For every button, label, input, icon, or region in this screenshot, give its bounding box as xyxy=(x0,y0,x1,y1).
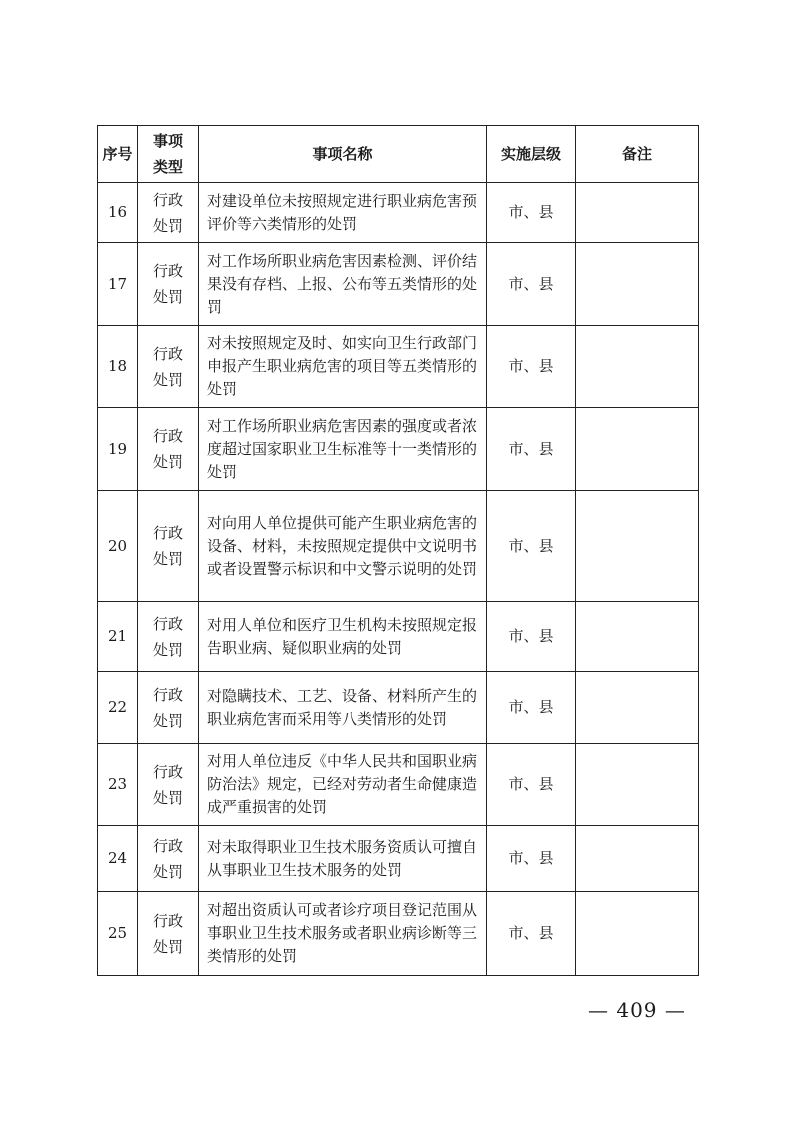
row-note xyxy=(576,491,699,602)
row-type: 行政处罚 xyxy=(138,183,199,243)
table-row xyxy=(98,408,699,491)
row-name: 对未取得职业卫生技术服务资质认可擅自从事职业卫生技术服务的处罚 xyxy=(199,826,487,892)
row-level: 市、县 xyxy=(487,183,576,243)
table-row xyxy=(98,183,699,243)
row-type: 行政处罚 xyxy=(138,892,199,976)
table-row xyxy=(98,892,699,976)
row-type: 行政处罚 xyxy=(138,243,199,326)
row-seq: 22 xyxy=(98,672,138,744)
row-seq: 25 xyxy=(98,892,138,976)
row-name: 对隐瞒技术、工艺、设备、材料所产生的职业病危害而采用等八类情形的处罚 xyxy=(199,672,487,744)
row-level: 市、县 xyxy=(487,243,576,326)
row-type: 行政处罚 xyxy=(138,408,199,491)
row-name: 对超出资质认可或者诊疗项目登记范围从事职业卫生技术服务或者职业病诊断等三类情形的处罚 xyxy=(199,892,487,976)
row-name: 对工作场所职业病危害因素的强度或者浓度超过国家职业卫生标准等十一类情形的处罚 xyxy=(199,408,487,491)
row-note xyxy=(576,408,699,491)
row-type: 行政处罚 xyxy=(138,491,199,602)
row-note xyxy=(576,602,699,672)
table-header-row xyxy=(98,126,699,183)
table-row xyxy=(98,744,699,826)
page-number: — 409 — xyxy=(588,998,686,1022)
row-note xyxy=(576,744,699,826)
header-name: 事项名称 xyxy=(199,126,487,183)
row-type: 行政处罚 xyxy=(138,826,199,892)
row-level: 市、县 xyxy=(487,408,576,491)
row-level: 市、县 xyxy=(487,744,576,826)
items-table xyxy=(97,125,699,976)
row-seq: 21 xyxy=(98,602,138,672)
row-type: 行政处罚 xyxy=(138,672,199,744)
header-type: 事项类型 xyxy=(138,126,199,183)
row-note xyxy=(576,892,699,976)
row-seq: 19 xyxy=(98,408,138,491)
row-seq: 24 xyxy=(98,826,138,892)
table-row xyxy=(98,602,699,672)
header-note: 备注 xyxy=(576,126,699,183)
row-seq: 23 xyxy=(98,744,138,826)
header-level: 实施层级 xyxy=(487,126,576,183)
row-type: 行政处罚 xyxy=(138,602,199,672)
row-level: 市、县 xyxy=(487,672,576,744)
row-name: 对向用人单位提供可能产生职业病危害的设备、材料，未按照规定提供中文说明书或者设置警示标识和中文警示说明的处罚 xyxy=(199,491,487,602)
row-seq: 20 xyxy=(98,491,138,602)
row-name: 对用人单位和医疗卫生机构未按照规定报告职业病、疑似职业病的处罚 xyxy=(199,602,487,672)
table-row xyxy=(98,491,699,602)
row-note xyxy=(576,326,699,408)
row-note xyxy=(576,183,699,243)
row-level: 市、县 xyxy=(487,491,576,602)
row-level: 市、县 xyxy=(487,892,576,976)
row-note xyxy=(576,672,699,744)
header-seq: 序号 xyxy=(98,126,138,183)
row-seq: 17 xyxy=(98,243,138,326)
table-row xyxy=(98,672,699,744)
row-type: 行政处罚 xyxy=(138,744,199,826)
row-name: 对工作场所职业病危害因素检测、评价结果没有存档、上报、公布等五类情形的处罚 xyxy=(199,243,487,326)
row-note xyxy=(576,826,699,892)
row-name: 对建设单位未按照规定进行职业病危害预评价等六类情形的处罚 xyxy=(199,183,487,243)
table-row xyxy=(98,826,699,892)
row-seq: 16 xyxy=(98,183,138,243)
row-note xyxy=(576,243,699,326)
row-level: 市、县 xyxy=(487,826,576,892)
table-row xyxy=(98,326,699,408)
row-type: 行政处罚 xyxy=(138,326,199,408)
table-row xyxy=(98,243,699,326)
row-level: 市、县 xyxy=(487,602,576,672)
row-name: 对用人单位违反《中华人民共和国职业病防治法》规定，已经对劳动者生命健康造成严重损害的处罚 xyxy=(199,744,487,826)
row-name: 对未按照规定及时、如实向卫生行政部门申报产生职业病危害的项目等五类情形的处罚 xyxy=(199,326,487,408)
row-seq: 18 xyxy=(98,326,138,408)
row-level: 市、县 xyxy=(487,326,576,408)
